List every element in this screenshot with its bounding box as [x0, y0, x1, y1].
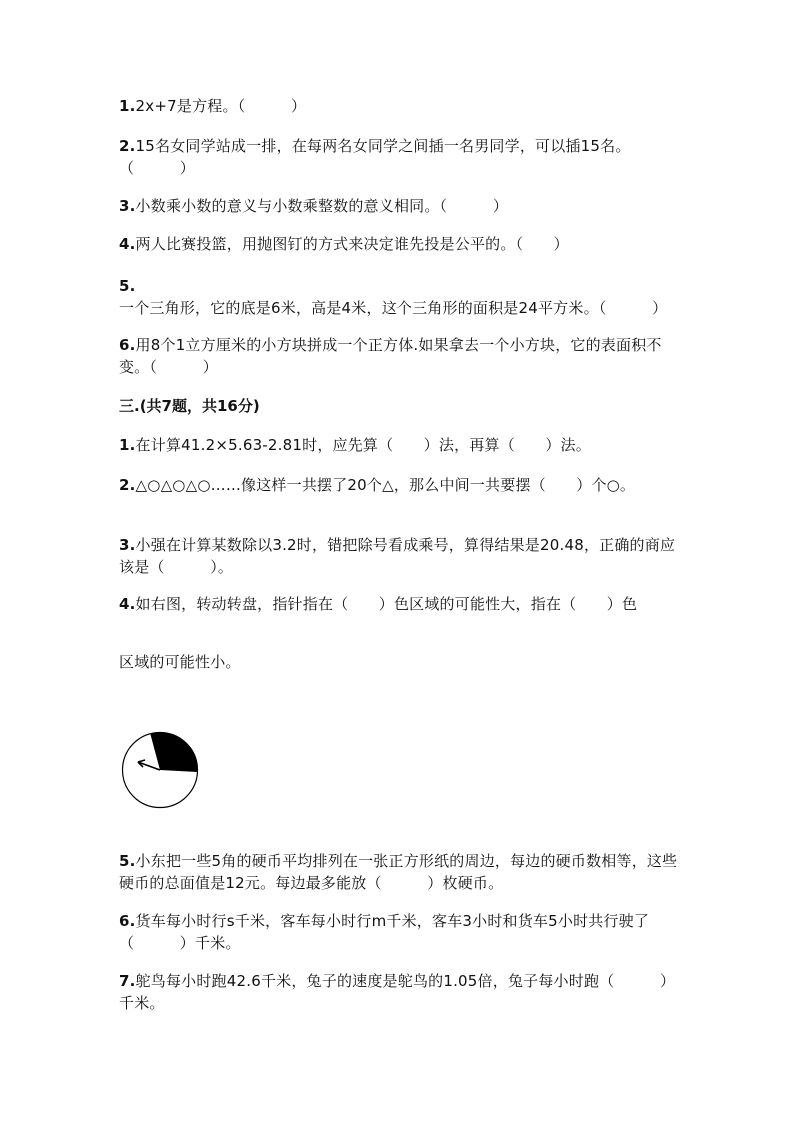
- question-text: 区域的可能性小。: [119, 653, 241, 671]
- judgement-question-4: [119, 233, 679, 255]
- question-number: 6.: [119, 336, 136, 354]
- question-text: 小数乘小数的意义与小数乘整数的意义相同。（ ）: [135, 197, 509, 215]
- question-number: 6.: [119, 912, 136, 930]
- question-text: 两人比赛投篮，用抛图钉的方式来决定谁先投是公平的。（ ）: [135, 235, 569, 253]
- fill-question-1: [119, 434, 679, 456]
- question-text: 15名女同学站成一排，在每两名女同学之间插一名男同学，可以插15名。（ ）: [119, 137, 631, 177]
- question-number: 4.: [119, 235, 136, 253]
- question-text: 货车每小时行s千米，客车每小时行m千米，客车3小时和货车5小时共行驶了（ ）千米。: [119, 912, 650, 952]
- question-number: 5.: [119, 277, 136, 295]
- fill-question-3: [119, 534, 679, 578]
- section-heading: 三.(共7题，共16分): [119, 397, 260, 415]
- question-number: 5.: [119, 852, 136, 870]
- question-text: 如右图，转动转盘，指针指在（ ）色区域的可能性大，指在（ ）色: [135, 595, 638, 613]
- question-number: 7.: [119, 972, 136, 990]
- fill-question-7: [119, 970, 679, 1014]
- question-text: △○△○△○……像这样一共摆了20个△，那么中间一共要摆（ ）个○。: [135, 476, 636, 494]
- question-number: 2.: [119, 476, 136, 494]
- fill-question-4: [119, 593, 679, 615]
- judgement-question-6: [119, 334, 679, 378]
- spinner-figure: [121, 731, 201, 815]
- judgement-question-5: [119, 275, 679, 319]
- fill-question-4-continued: [119, 651, 679, 673]
- question-number: 2.: [119, 137, 136, 155]
- fill-question-6: [119, 910, 679, 954]
- question-text: 一个三角形，它的底是6米，高是4米，这个三角形的面积是24平方米。（ ）: [119, 299, 668, 317]
- question-number: 1.: [119, 97, 136, 115]
- question-number: 3.: [119, 197, 136, 215]
- question-number: 1.: [119, 436, 136, 454]
- fill-question-5: [119, 850, 679, 894]
- question-number: 4.: [119, 595, 136, 613]
- judgement-question-1: [119, 95, 679, 117]
- question-number: 3.: [119, 536, 136, 554]
- question-text: 鸵鸟每小时跑42.6千米，兔子的速度是鸵鸟的1.05倍，兔子每小时跑（ ）千米。: [119, 972, 676, 1012]
- fill-question-2: [119, 474, 679, 496]
- question-text: 小东把一些5角的硬币平均排列在一张正方形纸的周边，每边的硬币数相等，这些硬币的总面值是12元。每边最多能放（ ）枚硬币。: [119, 852, 678, 892]
- question-text: 用8个1立方厘米的小方块拼成一个正方体.如果拿去一个小方块，它的表面积不变。（ ）: [119, 336, 662, 376]
- spinner-svg: [121, 731, 201, 811]
- question-text: 2x+7是方程。（ ）: [135, 97, 307, 115]
- judgement-question-2: [119, 135, 679, 179]
- question-text: 在计算41.2×5.63-2.81时，应先算（ ）法，再算（ ）法。: [135, 436, 591, 454]
- judgement-question-3: [119, 195, 679, 217]
- question-text: 小强在计算某数除以3.2时，错把除号看成乘号，算得结果是20.48，正确的商应该是（ ）。: [119, 536, 676, 576]
